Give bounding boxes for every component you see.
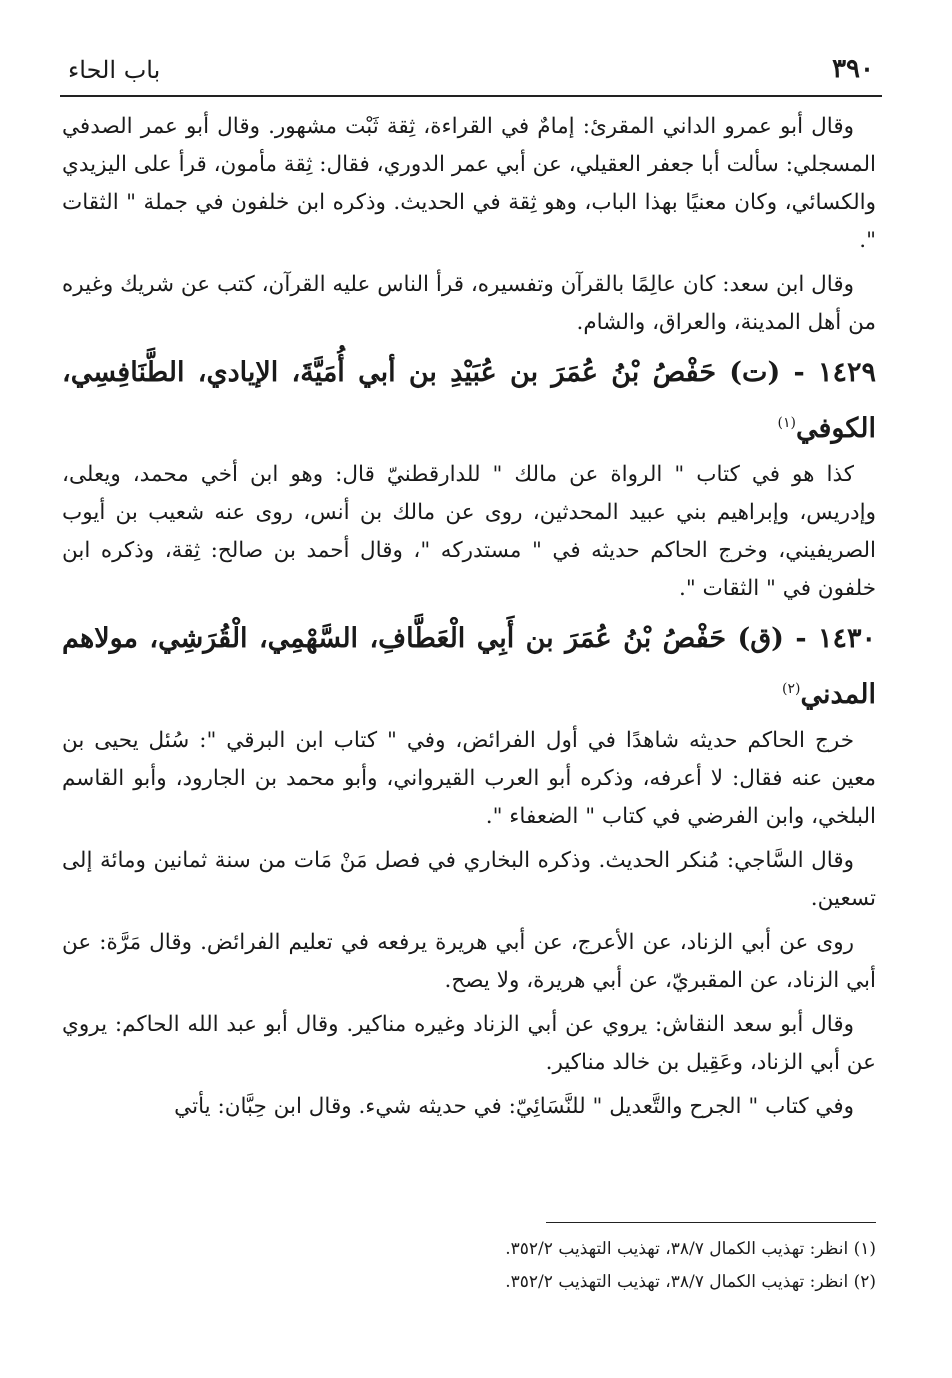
entry-heading-1430 (62, 614, 876, 720)
paragraph-1: وقال أبو عمرو الداني المقرئ: إمامٌ في القراءة، ثِقة ثَبْت مشهور. وقال أبو عمر الصدفي المسجلي: سألت أبا جعفر العقيلي، عن أبي عمر الدوري، فقال: ثِقة مأمون، قرأ على اليزيدي والكسائي، وكان معنيًا بهذا الباب، وهو ثِقة في الحديث. وذكره ابن خلفون في جملة " الثقات ". (62, 114, 876, 253)
paragraph-6: روى عن أبي الزناد، عن الأعرج، عن أبي هريرة يرفعه في تعليم الفرائض. وقال مَرَّة: عن أبي الزناد، عن المقبريّ، عن أبي هريرة، ولا يصح. (62, 930, 876, 993)
running-title: باب الحاء (68, 56, 161, 84)
footnote-ref-1: (١) (777, 415, 796, 431)
paragraph-3: كذا هو في كتاب " الرواة عن مالك " للدارقطنيّ قال: وهو ابن أخي محمد، ويعلى، وإدريس، وإبراهيم بني عبيد المحدثين، روى عن مالك بن أنس، روى عنه شعيب بن أيوب الصريفيني، وخرج الحاكم حديثه في " مستدركه "، وقال أحمد بن صالح: ثِقة، وذكره ابن خلفون في " الثقات ". (62, 462, 876, 601)
page-header (60, 48, 882, 88)
paragraph-4: خرج الحاكم حديثه شاهدًا في أول الفرائض، وفي " كتاب ابن البرقي ": سُئل يحيى بن معين عنه فقال: لا أعرفه، وذكره أبو العرب القيرواني، وأبو محمد بن الجارود، وأبو القاسم البلخي، وابن الفرضي في كتاب " الضعفاء ". (62, 728, 876, 829)
entry-heading-1429 (62, 348, 876, 454)
paragraph-7: وقال أبو سعد النقاش: يروي عن أبي الزناد وغيره مناكير. وقال أبو عبد الله الحاكم: يروي عن أبي الزناد، وعَقِيل بن خالد مناكير. (62, 1012, 876, 1075)
footnotes (62, 1222, 876, 1299)
footnote-2: (٢) انظر: تهذيب الكمال ٣٨/٧، تهذيب التهذيب ٣٥٢/٢. (505, 1272, 876, 1292)
entry-heading-1430-text: ١٤٣٠ - (ق) حَفْصُ بْنُ عُمَرَ بن أَبِي الْعَطَّافِ، السَّهْمِي، الْقُرَشِي، مولاهم المدني (62, 623, 876, 710)
footnote-ref-2: (٢) (782, 681, 801, 697)
page-number: ٣٩٠ (832, 54, 874, 84)
entry-heading-1429-text: ١٤٢٩ - (ت) حَفْصُ بْنُ عُمَرَ بن عُبَيْدِ بن أبي أُمَيَّةَ، الإيادي، الطَّنَافِسِي، الكوفي (62, 357, 876, 444)
paragraph-5: وقال السَّاجي: مُنكر الحديث. وذكره البخاري في فصل مَنْ مَات من سنة ثمانين ومائة إلى تسعين. (62, 848, 876, 911)
footnote-rule (546, 1222, 876, 1223)
paragraph-2: وقال ابن سعد: كان عالِمًا بالقرآن وتفسيره، قرأ الناس عليه القرآن، كتب عن شريك وغيره من أهل المدينة، والعراق، والشام. (62, 272, 876, 335)
header-rule (60, 95, 882, 97)
paragraph-8: وفي كتاب " الجرح والتَّعديل " للنَّسَائِيّ: في حديثه شيء. وقال ابن حِبَّان: يأتي (174, 1094, 854, 1119)
footnote-1: (١) انظر: تهذيب الكمال ٣٨/٧، تهذيب التهذيب ٣٥٢/٢. (505, 1239, 876, 1259)
page-body (62, 108, 876, 1132)
